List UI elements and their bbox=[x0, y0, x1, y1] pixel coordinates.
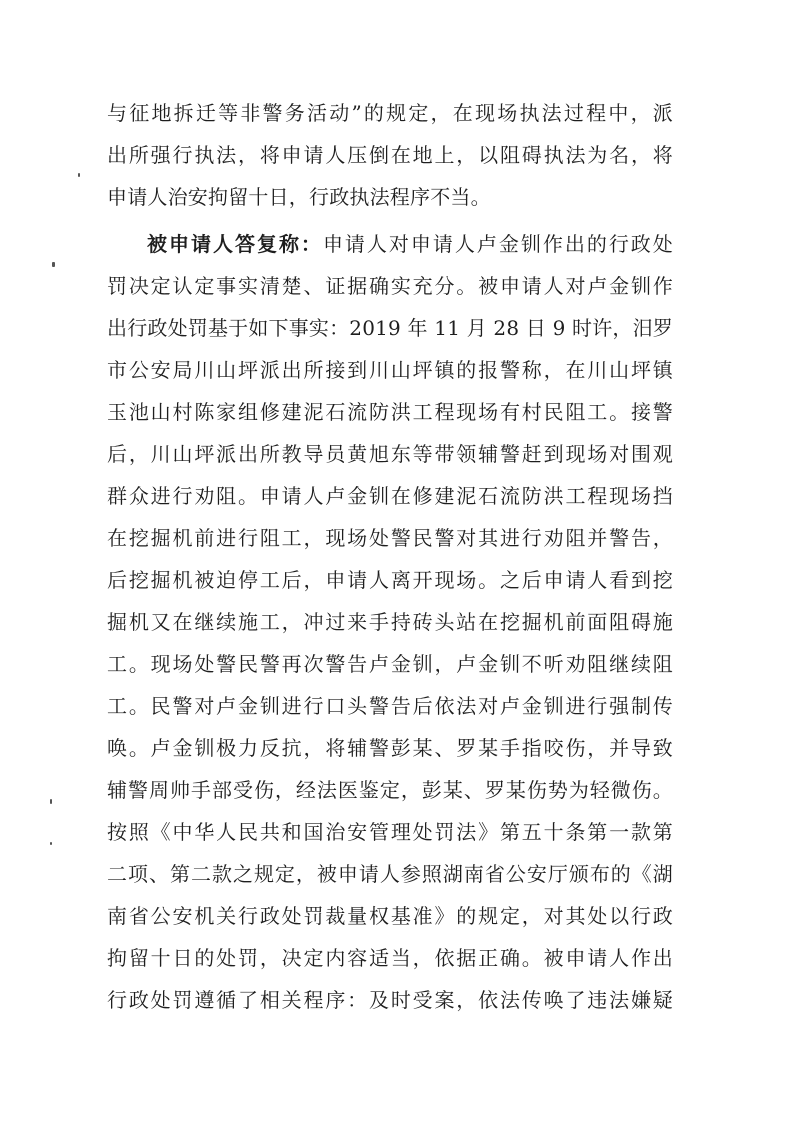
text-line: 出所强行执法，将申请人压倒在地上，以阻碍执法为名，将 bbox=[107, 143, 673, 167]
text-line: 唤。卢金钏极力反抗，将辅警彭某、罗某手指咬伤，并导致 bbox=[107, 736, 673, 760]
scan-speck bbox=[50, 799, 52, 804]
text-line: 拘留十日的处罚，决定内容适当，依据正确。被申请人作出 bbox=[107, 946, 673, 970]
text-line: 辅警周帅手部受伤，经法医鉴定，彭某、罗某伤势为轻微伤。 bbox=[107, 778, 673, 802]
paragraph-heading: 被申请人答复称： bbox=[147, 232, 323, 256]
text-line: 群众进行劝阻。申请人卢金钏在修建泥石流防洪工程现场挡 bbox=[107, 484, 673, 508]
text-line: 南省公安机关行政处罚裁量权基准》的规定，对其处以行政 bbox=[107, 904, 673, 928]
text-line: 玉池山村陈家组修建泥石流防洪工程现场有村民阻工。接警 bbox=[107, 400, 673, 424]
text-line: 后，川山坪派出所教导员黄旭东等带领辅警赶到现场对围观 bbox=[107, 442, 673, 466]
text-line: 按照《中华人民共和国治安管理处罚法》第五十条第一款第 bbox=[107, 820, 673, 844]
text-line: 在挖掘机前进行阻工，现场处警民警对其进行劝阻并警告， bbox=[107, 526, 673, 550]
text-line: 罚决定认定事实清楚、证据确实充分。被申请人对卢金钏作 bbox=[107, 274, 673, 298]
text-line: 后挖掘机被迫停工后，申请人离开现场。之后申请人看到挖 bbox=[107, 568, 673, 592]
text-line: 与征地拆迁等非警务活动”的规定，在现场执法过程中，派 bbox=[107, 101, 673, 125]
text-line: 工。现场处警民警再次警告卢金钏，卢金钏不听劝阻继续阻 bbox=[107, 652, 673, 676]
paragraph-first-line-text: 申请人对申请人卢金钏作出的行政处 bbox=[322, 232, 673, 256]
text-line: 申请人治安拘留十日，行政执法程序不当。 bbox=[107, 185, 491, 209]
text-line: 市公安局川山坪派出所接到川山坪镇的报警称，在川山坪镇 bbox=[107, 358, 673, 382]
text-line: 工。民警对卢金钏进行口头警告后依法对卢金钏进行强制传 bbox=[107, 694, 673, 718]
text-line: 行政处罚遵循了相关程序：及时受案，依法传唤了违法嫌疑 bbox=[107, 988, 673, 1012]
text-line: 掘机又在继续施工，冲过来手持砖头站在挖掘机前面阻碍施 bbox=[107, 610, 673, 634]
scan-speck bbox=[50, 842, 52, 845]
scan-speck bbox=[52, 262, 55, 267]
text-line: 二项、第二款之规定，被申请人参照湖南省公安厅颁布的《湖 bbox=[107, 862, 673, 886]
paragraph-first-line bbox=[147, 231, 673, 257]
scan-speck bbox=[78, 173, 80, 177]
text-line: 出行政处罚基于如下事实：2019 年 11 月 28 日 9 时许，汨罗 bbox=[107, 316, 674, 340]
